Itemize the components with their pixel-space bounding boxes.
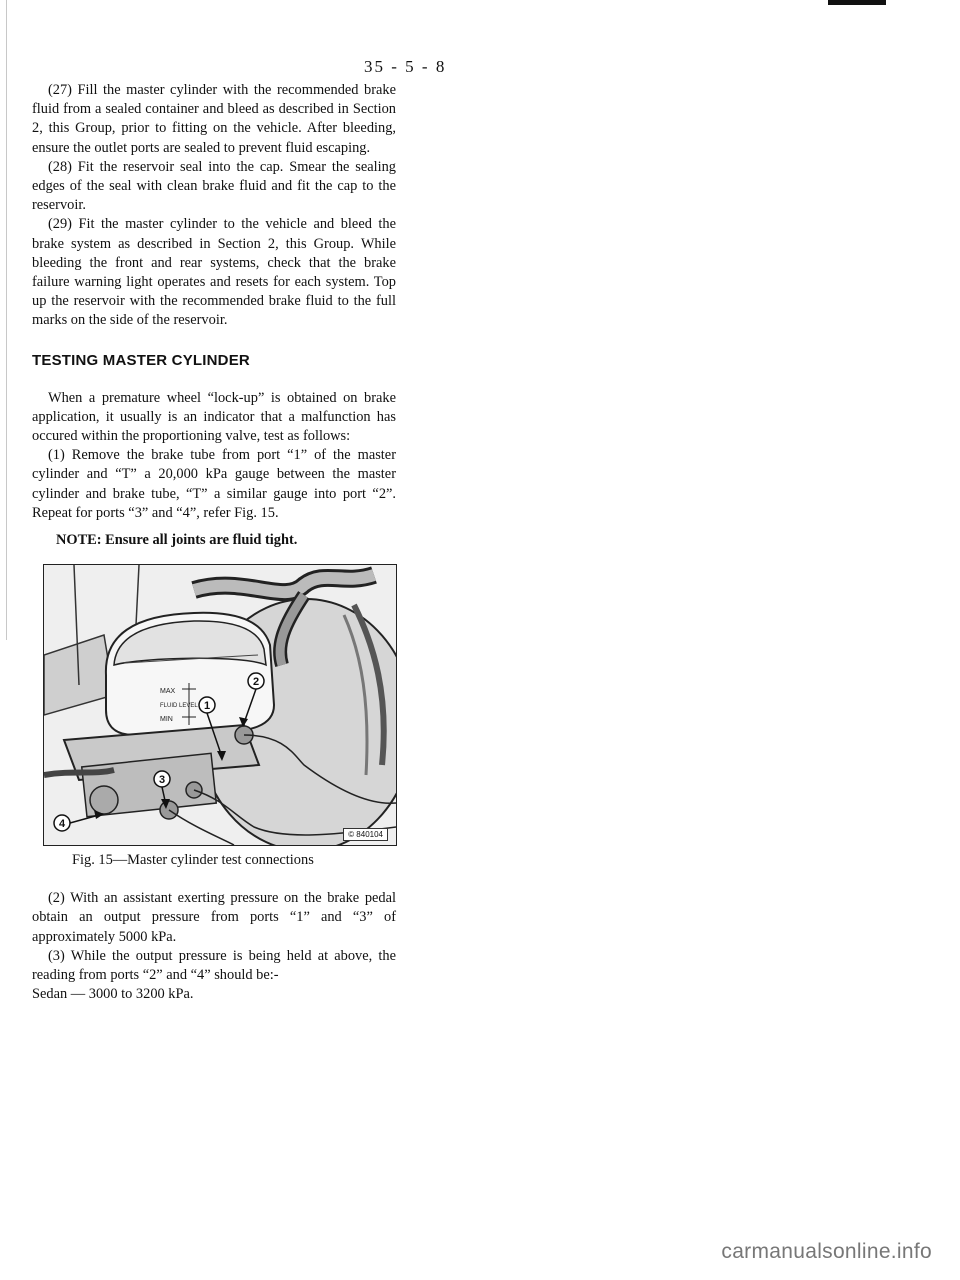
fluid-level-mark-label: FLUID LEVEL <box>160 703 198 710</box>
paragraph-step-28: (28) Fit the reservoir seal into the cap. Smear the sealing edges of the seal with clean brake fluid and fit the cap to the reservoir. <box>32 158 396 214</box>
note-text: NOTE: Ensure all joints are fluid tight. <box>56 532 298 549</box>
page-top-mark <box>828 0 886 5</box>
test-step-1: (1) Remove the brake tube from port “1” of the master cylinder and “T” a 20,000 kPa gauge between the master cylinder and brake tube, “T” a similar gauge into port “2”. Repeat for ports “3” and “4”, refer Fig. 15. <box>32 447 396 521</box>
figure-code: © 840104 <box>343 828 388 841</box>
callout-4: 4 <box>58 818 66 831</box>
section-intro: When a premature wheel “lock-up” is obtained on brake application, it usually is an indicator that a malfunction has occured within the proportioning valve, test as follows: <box>32 389 396 445</box>
page-number: 35 - 5 - 8 <box>364 57 447 76</box>
watermark: carmanualsonline.info <box>721 1240 932 1263</box>
callout-3: 3 <box>158 774 166 787</box>
max-mark-label: MAX <box>160 688 176 696</box>
min-mark-label: MIN <box>160 716 173 724</box>
callout-1: 1 <box>203 700 211 713</box>
section-heading: TESTING MASTER CYLINDER <box>32 351 250 369</box>
figure-caption: Fig. 15—Master cylinder test connections <box>72 852 314 869</box>
test-step-2: (2) With an assistant exerting pressure on the brake pedal obtain an output pressure from ports “1” and “3” of approximately 5000 kPa. <box>32 890 396 945</box>
master-cylinder-illustration <box>44 565 396 845</box>
paragraph-step-27: (27) Fill the master cylinder with the recommended brake fluid from a sealed container and bleed as described in Section 2, this Group, prior to fitting on the vehicle. After bleeding, ensure the outlet ports are sealed to prevent fluid escaping. <box>32 82 396 156</box>
figure-15 <box>43 564 397 846</box>
callout-2: 2 <box>252 676 260 689</box>
scan-edge-line <box>6 0 7 640</box>
note <box>32 531 396 550</box>
test-step-3: (3) While the output pressure is being held at above, the reading from ports “2” and “4” should be:- <box>32 947 396 984</box>
sedan-reading: Sedan — 3000 to 3200 kPa. <box>32 986 194 1003</box>
paragraph-step-29: (29) Fit the master cylinder to the vehicle and bleed the brake system as described in Section 2, this Group. While bleeding the front and rear systems, check that the brake failure warning light operates and resets for each system. Top up the reservoir with the recommended brake fluid to the full marks on the side of the reservoir. <box>32 216 396 329</box>
text-column <box>32 81 396 1004</box>
